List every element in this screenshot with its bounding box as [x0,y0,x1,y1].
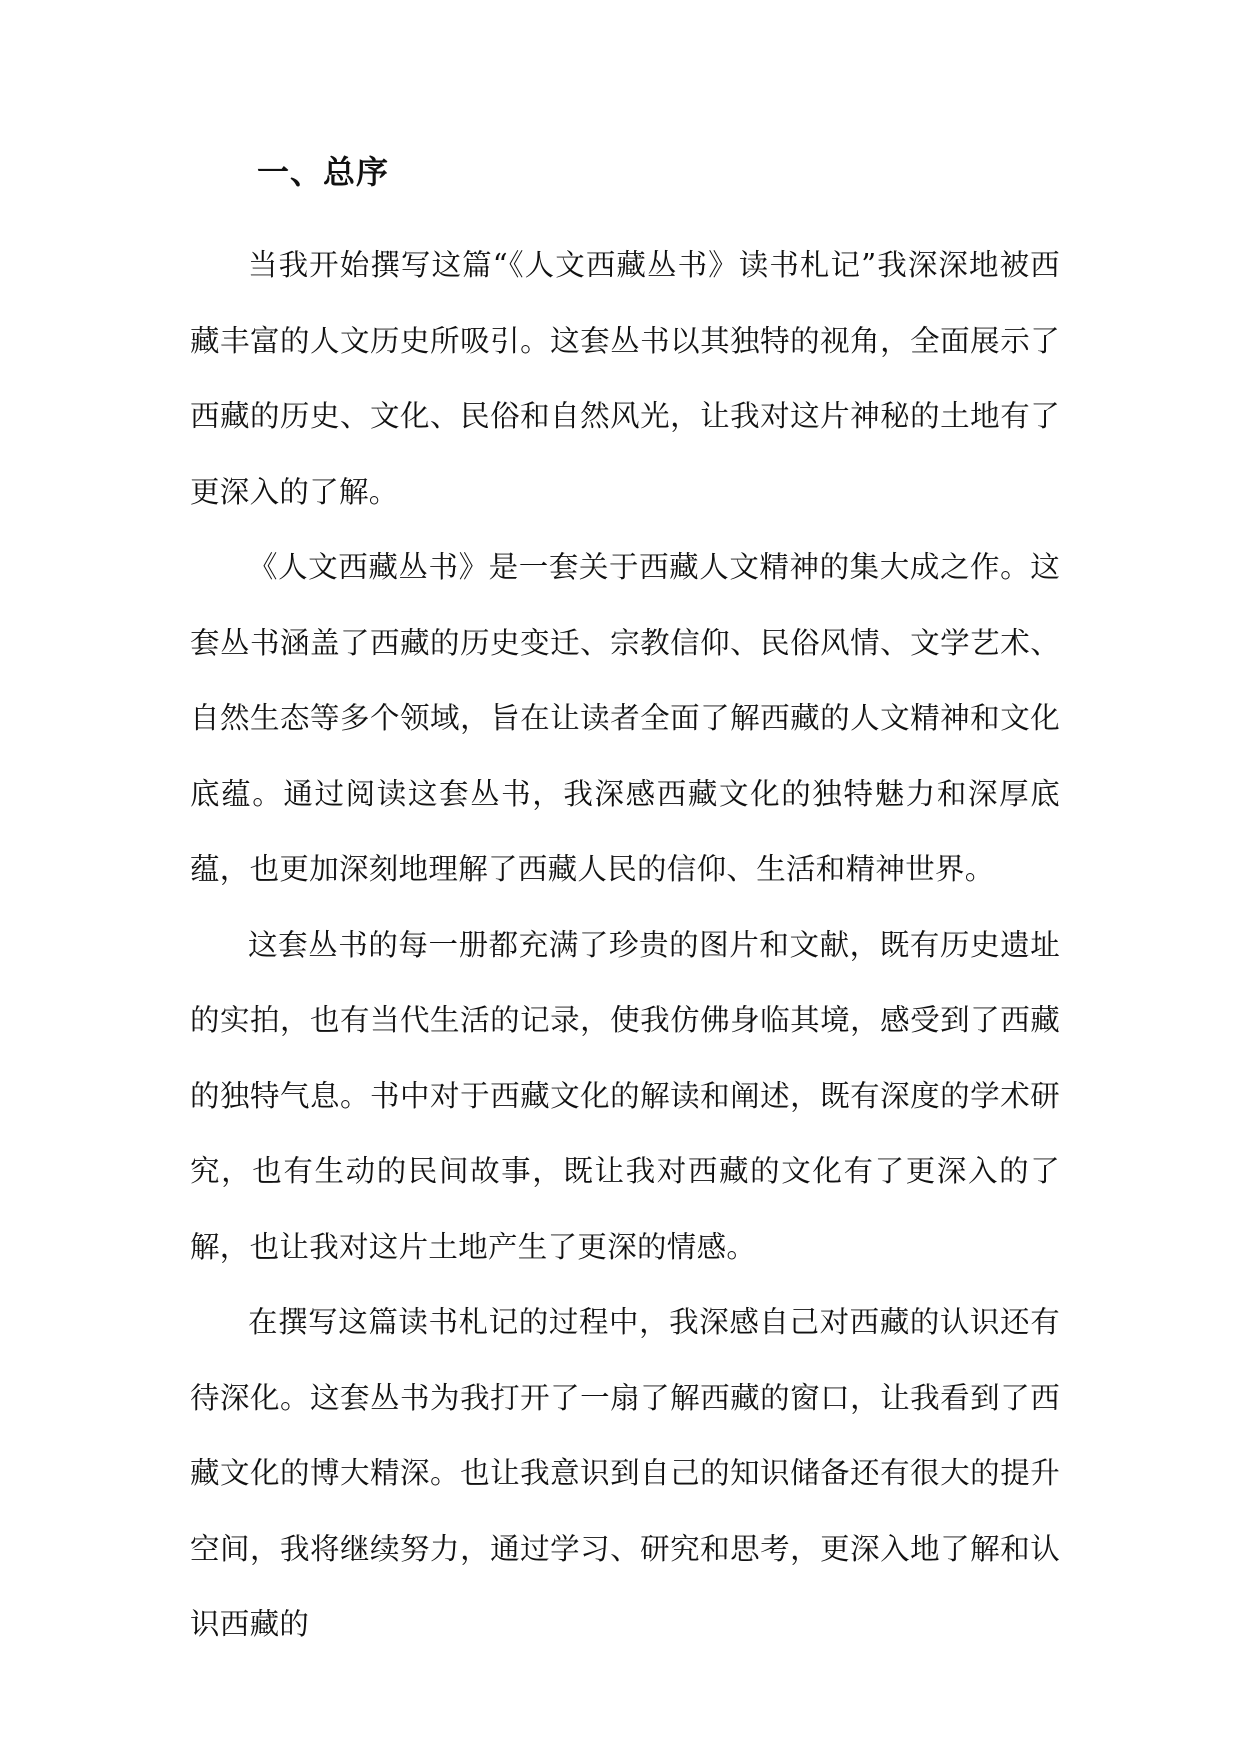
body-text [190,228,1060,1663]
section-heading: 一、总序 [257,153,390,191]
paragraph-4: 在撰写这篇读书札记的过程中，我深感自己对西藏的认识还有待深化。这套丛书为我打开了一扇了解西藏的窗口，让我看到了西藏文化的博大精深。也让我意识到自己的知识储备还有很大的提升空间，我将继续努力，通过学习、研究和思考，更深入地了解和认识西藏的 [190,1305,1060,1641]
paragraph-2: 《人文西藏丛书》是一套关于西藏人文精神的集大成之作。这套丛书涵盖了西藏的历史变迁、宗教信仰、民俗风情、文学艺术、自然生态等多个领域，旨在让读者全面了解西藏的人文精神和文化底蕴。通过阅读这套丛书，我深感西藏文化的独特魅力和深厚底蕴，也更加深刻地理解了西藏人民的信仰、生活和精神世界。 [190,550,1060,886]
paragraph-1: 当我开始撰写这篇“《人文西藏丛书》读书札记”我深深地被西藏丰富的人文历史所吸引。这套丛书以其独特的视角，全面展示了西藏的历史、文化、民俗和自然风光，让我对这片神秘的土地有了更深入的了解。 [190,248,1060,509]
paragraph-3: 这套丛书的每一册都充满了珍贵的图片和文献，既有历史遗址的实拍，也有当代生活的记录，使我仿佛身临其境，感受到了西藏的独特气息。书中对于西藏文化的解读和阐述，既有深度的学术研究，也有生动的民间故事，既让我对西藏的文化有了更深入的了解，也让我对这片土地产生了更深的情感。 [190,927,1060,1264]
